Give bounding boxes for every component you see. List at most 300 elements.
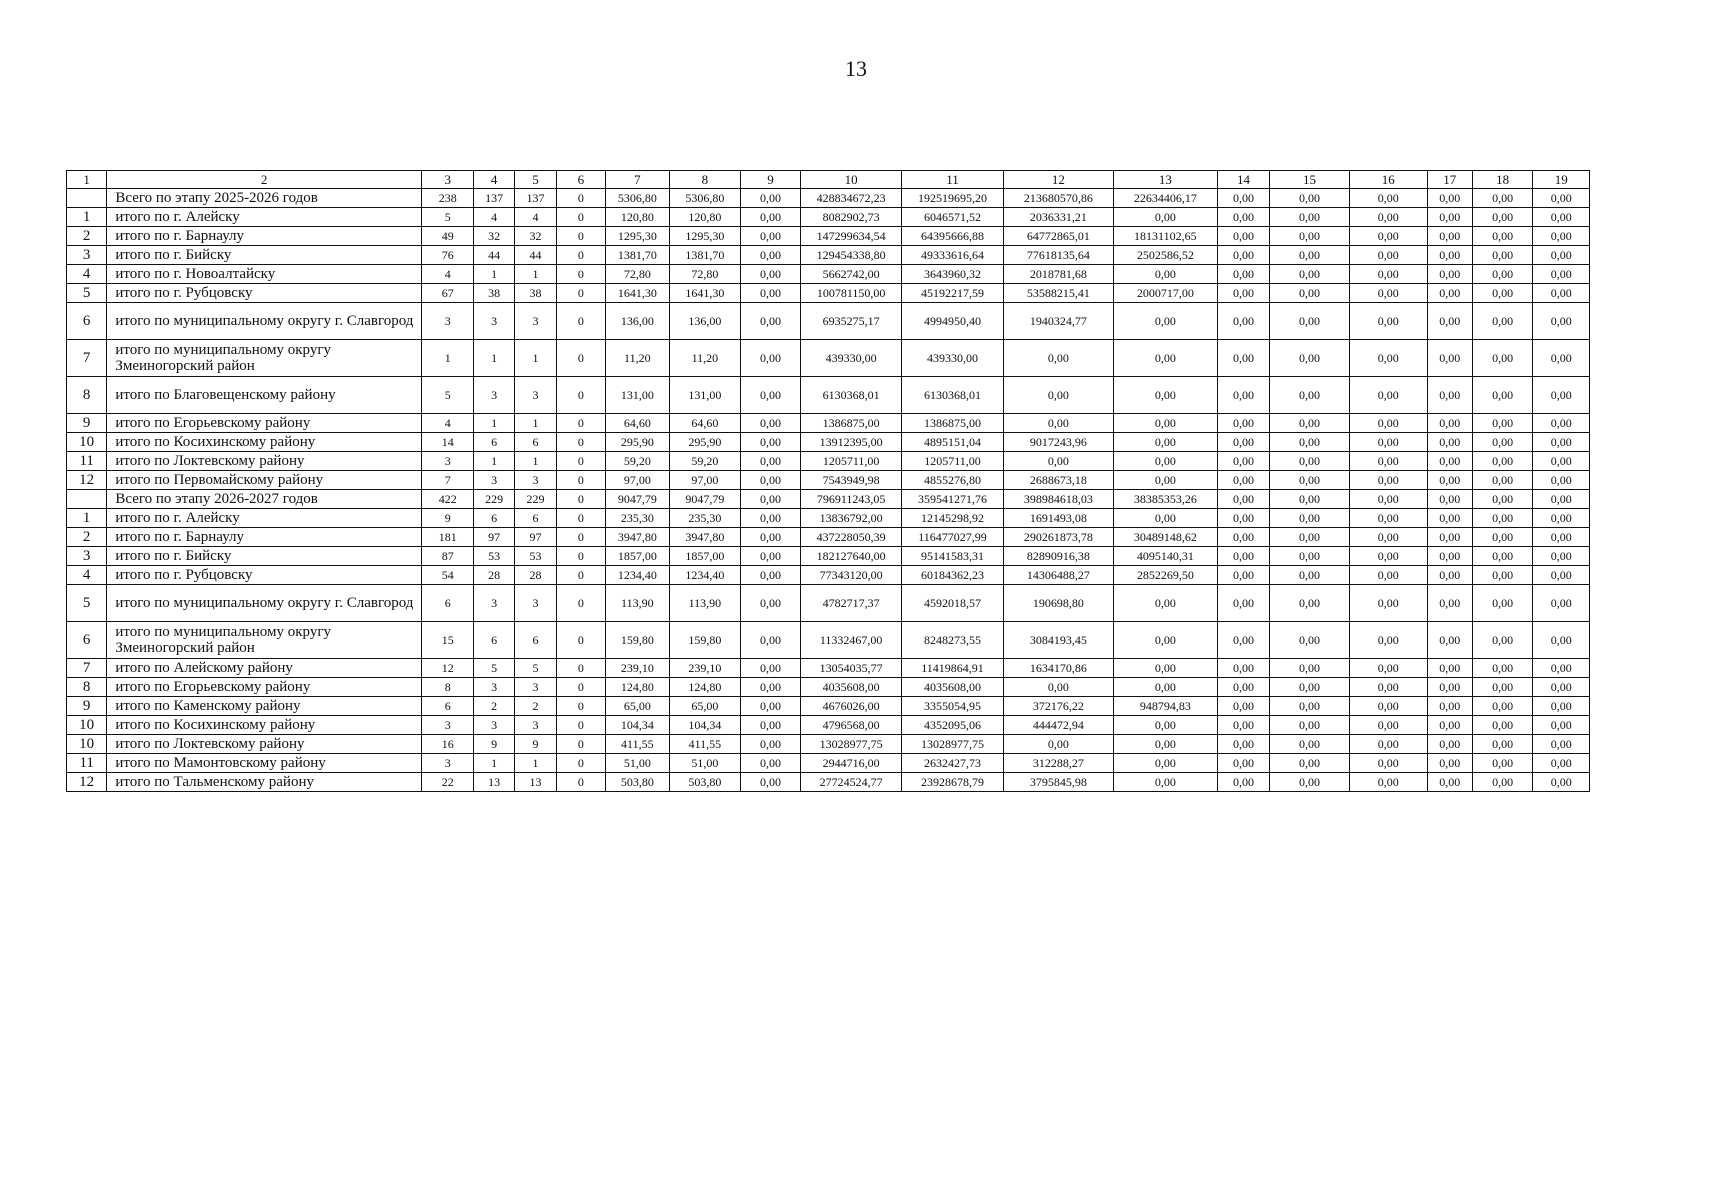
cell-col-4: 13	[474, 773, 514, 792]
cell-col-12: 64772865,01	[1003, 227, 1113, 246]
cell-col-9: 0,00	[740, 189, 801, 208]
data-table	[66, 170, 1590, 792]
cell-col-5: 38	[514, 284, 556, 303]
cell-col-3: 54	[422, 566, 474, 585]
cell-col-15: 0,00	[1270, 547, 1350, 566]
cell-col-12: 77618135,64	[1003, 246, 1113, 265]
cell-col-17: 0,00	[1427, 622, 1472, 659]
cell-col-3: 5	[422, 377, 474, 414]
cell-col-15: 0,00	[1270, 622, 1350, 659]
cell-col-8: 64,60	[670, 414, 741, 433]
cell-col-14: 0,00	[1217, 697, 1269, 716]
column-header-13: 13	[1113, 171, 1217, 189]
cell-col-17: 0,00	[1427, 566, 1472, 585]
cell-col-15: 0,00	[1270, 490, 1350, 509]
cell-col-18: 0,00	[1472, 246, 1533, 265]
row-name-cell: итого по Первомайскому району	[107, 471, 422, 490]
cell-col-5: 3	[514, 585, 556, 622]
cell-col-10: 147299634,54	[801, 227, 902, 246]
table-row	[67, 490, 1590, 509]
cell-col-6: 0	[557, 303, 605, 340]
table-row	[67, 433, 1590, 452]
cell-col-10: 13836792,00	[801, 509, 902, 528]
cell-col-14: 0,00	[1217, 284, 1269, 303]
row-name-cell: итого по Локтевскому району	[107, 735, 422, 754]
cell-col-8: 5306,80	[670, 189, 741, 208]
cell-col-18: 0,00	[1472, 547, 1533, 566]
cell-col-11: 4855276,80	[902, 471, 1004, 490]
cell-col-9: 0,00	[740, 490, 801, 509]
column-header-1: 1	[67, 171, 107, 189]
cell-col-7: 1381,70	[605, 246, 670, 265]
cell-col-14: 0,00	[1217, 528, 1269, 547]
cell-col-5: 6	[514, 622, 556, 659]
row-name-cell: итого по Косихинскому району	[107, 433, 422, 452]
cell-col-18: 0,00	[1472, 697, 1533, 716]
cell-col-8: 1857,00	[670, 547, 741, 566]
cell-col-14: 0,00	[1217, 340, 1269, 377]
cell-col-7: 120,80	[605, 208, 670, 227]
cell-col-16: 0,00	[1349, 773, 1427, 792]
column-header-5: 5	[514, 171, 556, 189]
cell-col-17: 0,00	[1427, 433, 1472, 452]
row-name-cell: итого по г. Барнаулу	[107, 227, 422, 246]
column-header-18: 18	[1472, 171, 1533, 189]
cell-col-10: 6935275,17	[801, 303, 902, 340]
cell-col-4: 97	[474, 528, 514, 547]
column-header-6: 6	[557, 171, 605, 189]
cell-col-6: 0	[557, 659, 605, 678]
cell-col-4: 6	[474, 433, 514, 452]
cell-col-16: 0,00	[1349, 716, 1427, 735]
cell-col-14: 0,00	[1217, 303, 1269, 340]
cell-col-12: 2018781,68	[1003, 265, 1113, 284]
cell-col-15: 0,00	[1270, 585, 1350, 622]
cell-col-3: 6	[422, 697, 474, 716]
cell-col-8: 295,90	[670, 433, 741, 452]
cell-col-9: 0,00	[740, 716, 801, 735]
column-header-12: 12	[1003, 171, 1113, 189]
cell-col-9: 0,00	[740, 697, 801, 716]
cell-col-5: 3	[514, 471, 556, 490]
cell-col-5: 44	[514, 246, 556, 265]
cell-col-3: 22	[422, 773, 474, 792]
row-name-cell: Всего по этапу 2026-2027 годов	[107, 490, 422, 509]
cell-col-11: 439330,00	[902, 340, 1004, 377]
cell-col-9: 0,00	[740, 433, 801, 452]
cell-col-14: 0,00	[1217, 754, 1269, 773]
cell-col-5: 3	[514, 377, 556, 414]
cell-col-10: 27724524,77	[801, 773, 902, 792]
row-name-cell: итого по муниципальному округу Змеиногорский район	[107, 622, 422, 659]
cell-col-6: 0	[557, 754, 605, 773]
cell-col-3: 76	[422, 246, 474, 265]
cell-col-12: 0,00	[1003, 414, 1113, 433]
cell-col-17: 0,00	[1427, 678, 1472, 697]
cell-col-13: 0,00	[1113, 340, 1217, 377]
cell-col-5: 13	[514, 773, 556, 792]
cell-col-11: 192519695,20	[902, 189, 1004, 208]
table-row	[67, 566, 1590, 585]
cell-col-13: 0,00	[1113, 622, 1217, 659]
cell-col-6: 0	[557, 678, 605, 697]
cell-col-16: 0,00	[1349, 414, 1427, 433]
cell-col-4: 2	[474, 697, 514, 716]
cell-col-15: 0,00	[1270, 528, 1350, 547]
cell-col-7: 136,00	[605, 303, 670, 340]
column-header-8: 8	[670, 171, 741, 189]
cell-col-12: 0,00	[1003, 340, 1113, 377]
cell-col-4: 6	[474, 509, 514, 528]
row-name-cell: итого по Егорьевскому району	[107, 414, 422, 433]
cell-col-7: 51,00	[605, 754, 670, 773]
cell-col-9: 0,00	[740, 622, 801, 659]
cell-col-15: 0,00	[1270, 678, 1350, 697]
cell-col-18: 0,00	[1472, 735, 1533, 754]
cell-col-19: 0,00	[1533, 433, 1590, 452]
cell-col-14: 0,00	[1217, 622, 1269, 659]
cell-col-16: 0,00	[1349, 490, 1427, 509]
cell-col-12: 3795845,98	[1003, 773, 1113, 792]
cell-col-12: 3084193,45	[1003, 622, 1113, 659]
cell-col-4: 229	[474, 490, 514, 509]
cell-col-19: 0,00	[1533, 246, 1590, 265]
cell-col-19: 0,00	[1533, 303, 1590, 340]
row-number-cell: 6	[67, 303, 107, 340]
cell-col-8: 411,55	[670, 735, 741, 754]
cell-col-3: 238	[422, 189, 474, 208]
cell-col-11: 64395666,88	[902, 227, 1004, 246]
cell-col-11: 8248273,55	[902, 622, 1004, 659]
cell-col-17: 0,00	[1427, 227, 1472, 246]
cell-col-11: 4352095,06	[902, 716, 1004, 735]
cell-col-17: 0,00	[1427, 377, 1472, 414]
cell-col-12: 1691493,08	[1003, 509, 1113, 528]
cell-col-6: 0	[557, 433, 605, 452]
cell-col-19: 0,00	[1533, 189, 1590, 208]
cell-col-13: 0,00	[1113, 773, 1217, 792]
cell-col-10: 13912395,00	[801, 433, 902, 452]
row-number-cell: 5	[67, 585, 107, 622]
cell-col-7: 1234,40	[605, 566, 670, 585]
cell-col-8: 11,20	[670, 340, 741, 377]
cell-col-17: 0,00	[1427, 340, 1472, 377]
cell-col-13: 0,00	[1113, 265, 1217, 284]
row-number-cell: 3	[67, 547, 107, 566]
cell-col-3: 4	[422, 414, 474, 433]
data-table-container	[66, 170, 1590, 792]
cell-col-19: 0,00	[1533, 208, 1590, 227]
cell-col-10: 437228050,39	[801, 528, 902, 547]
row-number-cell: 1	[67, 509, 107, 528]
cell-col-13: 0,00	[1113, 452, 1217, 471]
cell-col-5: 32	[514, 227, 556, 246]
row-name-cell: итого по муниципальному округу г. Славгород	[107, 303, 422, 340]
row-name-cell: итого по г. Бийску	[107, 246, 422, 265]
cell-col-13: 22634406,17	[1113, 189, 1217, 208]
cell-col-13: 0,00	[1113, 659, 1217, 678]
cell-col-11: 1205711,00	[902, 452, 1004, 471]
cell-col-9: 0,00	[740, 528, 801, 547]
cell-col-4: 4	[474, 208, 514, 227]
cell-col-14: 0,00	[1217, 716, 1269, 735]
cell-col-16: 0,00	[1349, 622, 1427, 659]
cell-col-13: 0,00	[1113, 678, 1217, 697]
table-row	[67, 509, 1590, 528]
cell-col-16: 0,00	[1349, 208, 1427, 227]
cell-col-14: 0,00	[1217, 265, 1269, 284]
cell-col-5: 5	[514, 659, 556, 678]
cell-col-13: 0,00	[1113, 471, 1217, 490]
table-row	[67, 716, 1590, 735]
cell-col-16: 0,00	[1349, 246, 1427, 265]
cell-col-5: 1	[514, 265, 556, 284]
cell-col-17: 0,00	[1427, 490, 1472, 509]
cell-col-3: 15	[422, 622, 474, 659]
cell-col-13: 0,00	[1113, 414, 1217, 433]
cell-col-14: 0,00	[1217, 773, 1269, 792]
cell-col-19: 0,00	[1533, 773, 1590, 792]
cell-col-8: 113,90	[670, 585, 741, 622]
cell-col-16: 0,00	[1349, 697, 1427, 716]
cell-col-9: 0,00	[740, 265, 801, 284]
cell-col-19: 0,00	[1533, 566, 1590, 585]
cell-col-14: 0,00	[1217, 566, 1269, 585]
cell-col-6: 0	[557, 340, 605, 377]
row-number-cell: 4	[67, 566, 107, 585]
cell-col-19: 0,00	[1533, 659, 1590, 678]
cell-col-3: 3	[422, 716, 474, 735]
cell-col-19: 0,00	[1533, 547, 1590, 566]
cell-col-18: 0,00	[1472, 659, 1533, 678]
row-number-cell: 2	[67, 528, 107, 547]
row-name-cell: итого по Егорьевскому району	[107, 678, 422, 697]
cell-col-7: 59,20	[605, 452, 670, 471]
cell-col-16: 0,00	[1349, 509, 1427, 528]
cell-col-6: 0	[557, 509, 605, 528]
cell-col-7: 11,20	[605, 340, 670, 377]
cell-col-18: 0,00	[1472, 528, 1533, 547]
cell-col-7: 72,80	[605, 265, 670, 284]
cell-col-17: 0,00	[1427, 471, 1472, 490]
cell-col-14: 0,00	[1217, 246, 1269, 265]
cell-col-16: 0,00	[1349, 471, 1427, 490]
cell-col-7: 5306,80	[605, 189, 670, 208]
cell-col-9: 0,00	[740, 340, 801, 377]
cell-col-6: 0	[557, 585, 605, 622]
cell-col-8: 120,80	[670, 208, 741, 227]
cell-col-8: 65,00	[670, 697, 741, 716]
row-name-cell: итого по муниципальному округу г. Славгород	[107, 585, 422, 622]
table-row	[67, 265, 1590, 284]
cell-col-6: 0	[557, 490, 605, 509]
cell-col-11: 4895151,04	[902, 433, 1004, 452]
column-header-10: 10	[801, 171, 902, 189]
cell-col-3: 12	[422, 659, 474, 678]
cell-col-3: 1	[422, 340, 474, 377]
table-row	[67, 452, 1590, 471]
cell-col-9: 0,00	[740, 227, 801, 246]
cell-col-16: 0,00	[1349, 678, 1427, 697]
table-row	[67, 622, 1590, 659]
cell-col-6: 0	[557, 284, 605, 303]
table-row	[67, 678, 1590, 697]
cell-col-17: 0,00	[1427, 754, 1472, 773]
cell-col-15: 0,00	[1270, 433, 1350, 452]
cell-col-11: 95141583,31	[902, 547, 1004, 566]
cell-col-19: 0,00	[1533, 284, 1590, 303]
row-number-cell: 8	[67, 377, 107, 414]
cell-col-5: 1	[514, 414, 556, 433]
cell-col-3: 5	[422, 208, 474, 227]
row-number-cell: 10	[67, 716, 107, 735]
cell-col-7: 3947,80	[605, 528, 670, 547]
cell-col-13: 0,00	[1113, 716, 1217, 735]
cell-col-12: 2688673,18	[1003, 471, 1113, 490]
cell-col-13: 0,00	[1113, 377, 1217, 414]
cell-col-12: 290261873,78	[1003, 528, 1113, 547]
cell-col-19: 0,00	[1533, 452, 1590, 471]
cell-col-3: 14	[422, 433, 474, 452]
cell-col-3: 3	[422, 754, 474, 773]
cell-col-7: 235,30	[605, 509, 670, 528]
column-header-11: 11	[902, 171, 1004, 189]
cell-col-15: 0,00	[1270, 754, 1350, 773]
cell-col-16: 0,00	[1349, 547, 1427, 566]
cell-col-12: 312288,27	[1003, 754, 1113, 773]
cell-col-15: 0,00	[1270, 452, 1350, 471]
cell-col-7: 295,90	[605, 433, 670, 452]
cell-col-8: 104,34	[670, 716, 741, 735]
cell-col-12: 444472,94	[1003, 716, 1113, 735]
cell-col-17: 0,00	[1427, 246, 1472, 265]
cell-col-9: 0,00	[740, 284, 801, 303]
row-number-cell: 4	[67, 265, 107, 284]
cell-col-16: 0,00	[1349, 265, 1427, 284]
cell-col-11: 23928678,79	[902, 773, 1004, 792]
cell-col-19: 0,00	[1533, 697, 1590, 716]
cell-col-18: 0,00	[1472, 452, 1533, 471]
cell-col-9: 0,00	[740, 678, 801, 697]
row-name-cell: итого по Мамонтовскому району	[107, 754, 422, 773]
cell-col-14: 0,00	[1217, 490, 1269, 509]
cell-col-3: 181	[422, 528, 474, 547]
cell-col-13: 2502586,52	[1113, 246, 1217, 265]
cell-col-12: 0,00	[1003, 678, 1113, 697]
row-number-cell: 12	[67, 773, 107, 792]
cell-col-7: 9047,79	[605, 490, 670, 509]
cell-col-8: 503,80	[670, 773, 741, 792]
cell-col-10: 428834672,23	[801, 189, 902, 208]
cell-col-14: 0,00	[1217, 377, 1269, 414]
cell-col-19: 0,00	[1533, 471, 1590, 490]
cell-col-6: 0	[557, 227, 605, 246]
cell-col-14: 0,00	[1217, 208, 1269, 227]
cell-col-10: 77343120,00	[801, 566, 902, 585]
cell-col-9: 0,00	[740, 547, 801, 566]
row-name-cell: итого по Алейскому району	[107, 659, 422, 678]
row-number-cell: 7	[67, 340, 107, 377]
table-row	[67, 773, 1590, 792]
cell-col-4: 5	[474, 659, 514, 678]
cell-col-4: 3	[474, 303, 514, 340]
cell-col-8: 131,00	[670, 377, 741, 414]
cell-col-12: 372176,22	[1003, 697, 1113, 716]
cell-col-4: 3	[474, 585, 514, 622]
cell-col-11: 116477027,99	[902, 528, 1004, 547]
cell-col-3: 6	[422, 585, 474, 622]
cell-col-18: 0,00	[1472, 678, 1533, 697]
row-name-cell: итого по г. Алейску	[107, 509, 422, 528]
cell-col-7: 131,00	[605, 377, 670, 414]
cell-col-10: 4676026,00	[801, 697, 902, 716]
cell-col-11: 6046571,52	[902, 208, 1004, 227]
cell-col-11: 3355054,95	[902, 697, 1004, 716]
cell-col-6: 0	[557, 265, 605, 284]
cell-col-19: 0,00	[1533, 585, 1590, 622]
cell-col-10: 7543949,98	[801, 471, 902, 490]
cell-col-12: 2036331,21	[1003, 208, 1113, 227]
cell-col-16: 0,00	[1349, 377, 1427, 414]
cell-col-17: 0,00	[1427, 265, 1472, 284]
cell-col-3: 49	[422, 227, 474, 246]
table-body	[67, 189, 1590, 792]
cell-col-9: 0,00	[740, 414, 801, 433]
cell-col-11: 60184362,23	[902, 566, 1004, 585]
cell-col-15: 0,00	[1270, 377, 1350, 414]
cell-col-16: 0,00	[1349, 340, 1427, 377]
cell-col-19: 0,00	[1533, 716, 1590, 735]
cell-col-13: 0,00	[1113, 585, 1217, 622]
cell-col-15: 0,00	[1270, 340, 1350, 377]
cell-col-14: 0,00	[1217, 471, 1269, 490]
cell-col-10: 4035608,00	[801, 678, 902, 697]
table-row	[67, 585, 1590, 622]
cell-col-16: 0,00	[1349, 189, 1427, 208]
row-name-cell: итого по г. Алейску	[107, 208, 422, 227]
cell-col-9: 0,00	[740, 509, 801, 528]
cell-col-6: 0	[557, 773, 605, 792]
cell-col-17: 0,00	[1427, 189, 1472, 208]
cell-col-18: 0,00	[1472, 377, 1533, 414]
table-row	[67, 189, 1590, 208]
cell-col-7: 239,10	[605, 659, 670, 678]
cell-col-4: 3	[474, 716, 514, 735]
cell-col-15: 0,00	[1270, 471, 1350, 490]
table-row	[67, 528, 1590, 547]
cell-col-6: 0	[557, 528, 605, 547]
row-name-cell: итого по Косихинскому району	[107, 716, 422, 735]
cell-col-6: 0	[557, 697, 605, 716]
cell-col-6: 0	[557, 414, 605, 433]
cell-col-8: 159,80	[670, 622, 741, 659]
cell-col-17: 0,00	[1427, 659, 1472, 678]
cell-col-15: 0,00	[1270, 566, 1350, 585]
cell-col-7: 65,00	[605, 697, 670, 716]
cell-col-11: 3643960,32	[902, 265, 1004, 284]
cell-col-4: 6	[474, 622, 514, 659]
cell-col-14: 0,00	[1217, 433, 1269, 452]
row-number-cell: 9	[67, 414, 107, 433]
cell-col-3: 7	[422, 471, 474, 490]
cell-col-4: 3	[474, 678, 514, 697]
cell-col-15: 0,00	[1270, 509, 1350, 528]
cell-col-19: 0,00	[1533, 265, 1590, 284]
table-row	[67, 547, 1590, 566]
cell-col-19: 0,00	[1533, 509, 1590, 528]
cell-col-4: 1	[474, 754, 514, 773]
table-row	[67, 697, 1590, 716]
